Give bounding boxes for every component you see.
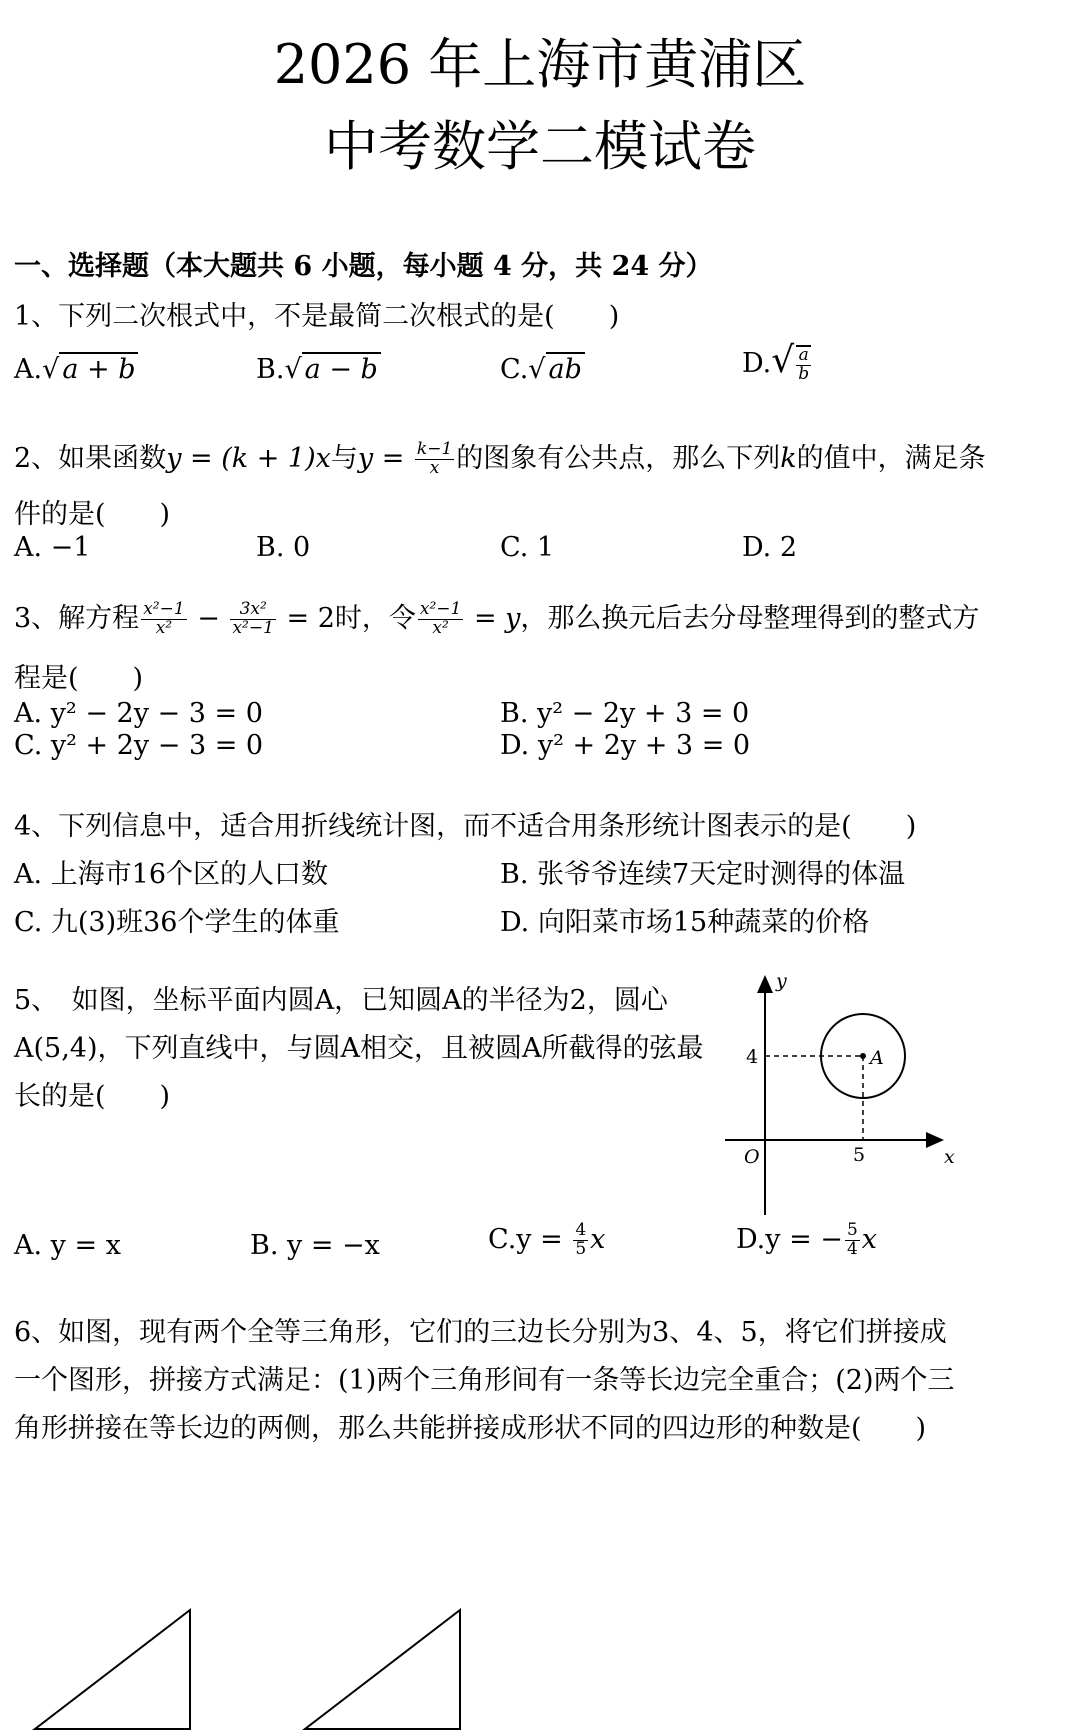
q1-a-radicand: a + b [59,352,138,385]
q2-stem-line-2: 件的是( ) [14,499,171,530]
q1-d-den: b [798,364,810,384]
q4-option-d: D. 向阳菜市场15种蔬菜的价格 [500,907,870,938]
q5-coordinate-figure [720,965,960,1225]
q2-formula-2: y = [357,443,413,474]
q5-option-d [736,1222,877,1259]
q5-d-den: 4 [846,1238,858,1259]
q1-a-label: A. [14,354,43,385]
q2-frac-num: k−1 [416,439,453,460]
q2-option-b: B. 0 [256,532,311,563]
title-line-1: 2026 年上海市黄浦区 [273,33,807,96]
q2-formula-1: y = (k + 1)x [166,443,331,474]
q1-stem: 1、下列二次根式中，不是最简二次根式的是( ) [14,301,620,332]
q5-d-prefix: D.y = − [736,1223,843,1255]
q5-stem-line-3: 长的是( ) [14,1081,171,1112]
q2-text-4: 的值中，满足条 [796,443,986,474]
q5-stem-line-2: A(5,4)，下列直线中，与圆A相交，且被圆A所截得的弦最 [14,1033,704,1064]
q2-option-d: D. 2 [742,532,798,563]
q6-stem-line-1: 6、如图，现有两个全等三角形，它们的三边长分别为3、4、5，将它们拼接成 [14,1317,947,1348]
q1-b-label: B. [256,354,285,385]
q1-option-a: A.√ a + b [14,352,138,385]
q2-text-1: 2、如果函数 [14,443,167,474]
q3-frac1-num: x²−1 [143,599,185,620]
q5-stem-line-1: 5、 如图，坐标平面内圆A，已知圆A的半径为2，圆心 [14,985,668,1016]
q2-option-a: A. −1 [14,532,91,563]
q5-c-prefix: C.y = [488,1223,572,1255]
q1-option-c: C.√ ab [500,352,585,385]
q5-c-suffix: x [590,1223,606,1255]
q3-frac3-den: x² [432,618,449,638]
q1-option-b: B.√ a − b [256,352,381,385]
q3-frac1-den: x² [155,618,173,638]
q5-tick-y-label: 4 [746,1046,759,1068]
q5-y-label: y [776,970,787,992]
q1-d-num: a [796,347,811,366]
q5-option-b: B. y = −x [250,1230,380,1261]
q1-d-label: D. [742,348,772,379]
q3-option-b: B. y² − 2y + 3 = 0 [500,698,750,729]
q3-stem-line-2: 程是( ) [14,663,144,694]
q2-option-c: C. 1 [500,532,555,563]
q5-x-label: x [944,1146,955,1168]
q5-option-a: A. y = x [14,1230,121,1261]
q2-k: k [780,443,797,474]
q5-option-c [488,1222,605,1259]
q5-d-suffix: x [861,1223,877,1255]
q3-frac3-num: x²−1 [419,599,462,620]
q2-text-3: 的图象有公共点，那么下列 [456,443,781,474]
q4-stem: 4、下列信息中，适合用折线统计图，而不适合用条形统计图表示的是( ) [14,811,917,842]
q1-c-label: C. [500,354,529,385]
q3-minus: − [188,603,229,634]
q1-option-d: D.√ $\frac{a}{b}$ [742,340,810,384]
q4-option-c: C. 九(3)班36个学生的体重 [14,907,340,938]
q5-center-point [860,1053,866,1059]
q6-triangle-1 [35,1610,190,1729]
q1-c-radicand: ab [546,352,585,385]
q5-d-num: 5 [846,1220,858,1240]
q5-c-den: 5 [575,1238,587,1259]
q3-stem-line-1 [14,596,979,638]
q3-option-d: D. y² + 2y + 3 = 0 [500,730,751,761]
q4-option-a: A. 上海市16个区的人口数 [14,859,329,890]
q3-eq-2: = 2时，令 [277,603,416,634]
q3-frac2-den: x²−1 [232,618,274,638]
q5-point-label: A [870,1047,884,1069]
q6-stem-line-3: 角形拼接在等长边的两侧，那么共能拼接成形状不同的四边形的种数是( ) [14,1413,927,1444]
q3-frac2-num: 3x² [230,601,275,620]
q3-option-c: C. y² + 2y − 3 = 0 [14,730,264,761]
q4-option-b: B. 张爷爷连续7天定时测得的体温 [500,859,906,890]
title-line-2: 中考数学二模试卷 [324,115,756,178]
q1-b-radicand: a − b [302,352,381,385]
q5-origin-label: O [744,1146,760,1168]
q3-eq-y: = y [465,603,521,634]
q6-triangle-2 [305,1610,460,1729]
q2-stem-line-1 [14,436,986,478]
q6-stem-line-2: 一个图形，拼接方式满足：(1)两个三角形间有一条等长边完全重合；(2)两个三 [14,1365,955,1396]
q2-frac-den: x [429,458,440,478]
section-heading: 一、选择题（本大题共 6 小题，每小题 4 分，共 24 分） [14,251,713,282]
q5-tick-x-label: 5 [853,1144,866,1166]
q3-option-a: A. y² − 2y − 3 = 0 [14,698,263,729]
q3-text-1: 3、解方程 [14,603,140,634]
q2-text-2: 与 [330,443,358,474]
q6-triangles-figure [0,1440,1080,1736]
q5-c-num: 4 [575,1220,587,1240]
q3-text-2: ，那么换元后去分母整理得到的整式方 [520,603,980,634]
